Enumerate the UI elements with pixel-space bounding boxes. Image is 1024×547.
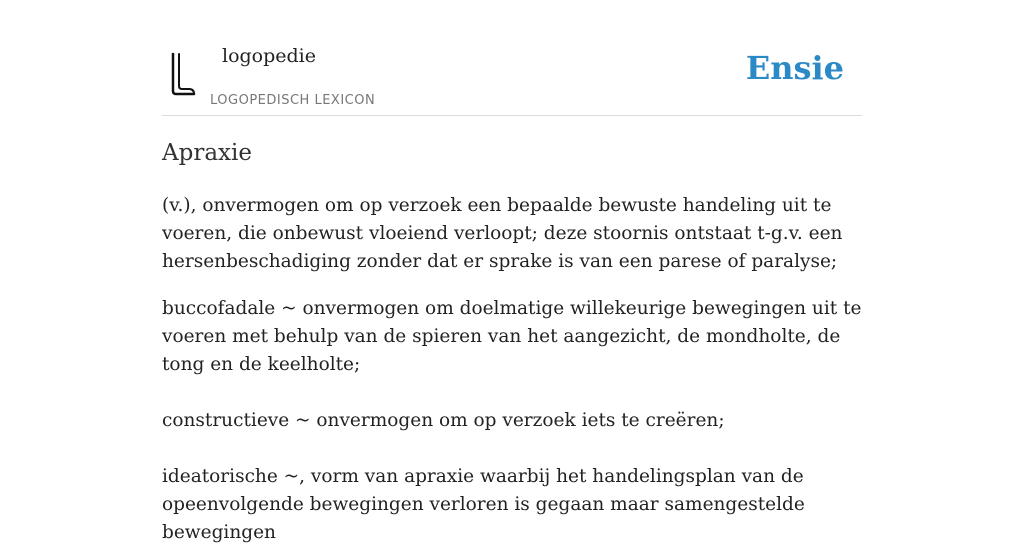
definition-paragraph: constructieve ~ onvermogen om op verzoek iets te creëren; xyxy=(162,410,725,431)
entry-title: Apraxie xyxy=(162,140,252,166)
page xyxy=(162,0,862,543)
brand-logo-link[interactable]: Ensie xyxy=(745,49,844,87)
source-name-link[interactable]: logopedie xyxy=(222,45,317,67)
definition-paragraph: ideatorische ~, vorm van apraxie waarbij het handelingsplan van de opeenvolgende bewegingen verloren is gegaan maar samengestelde bewegingen xyxy=(162,466,805,543)
definition-paragraph: (v.), onvermogen om op verzoek een bepaalde bewuste handeling uit te voeren, die onbewust vloeiend verloopt; deze stoornis ontstaat t-g.v. een hersenbeschadiging zonder dat er sprake is van een parese of paralyse; xyxy=(162,195,843,272)
definition-text xyxy=(162,192,862,547)
header xyxy=(162,0,862,116)
logopedie-logo-icon[interactable] xyxy=(164,48,206,100)
source-subtitle: LOGOPEDISCH LEXICON xyxy=(210,93,376,108)
definition-paragraph: buccofadale ~ onvermogen om doelmatige willekeurige bewegingen uit te voeren met behulp van de spieren van het aangezicht, de mondholte, de tong en de keelholte; xyxy=(162,298,862,375)
